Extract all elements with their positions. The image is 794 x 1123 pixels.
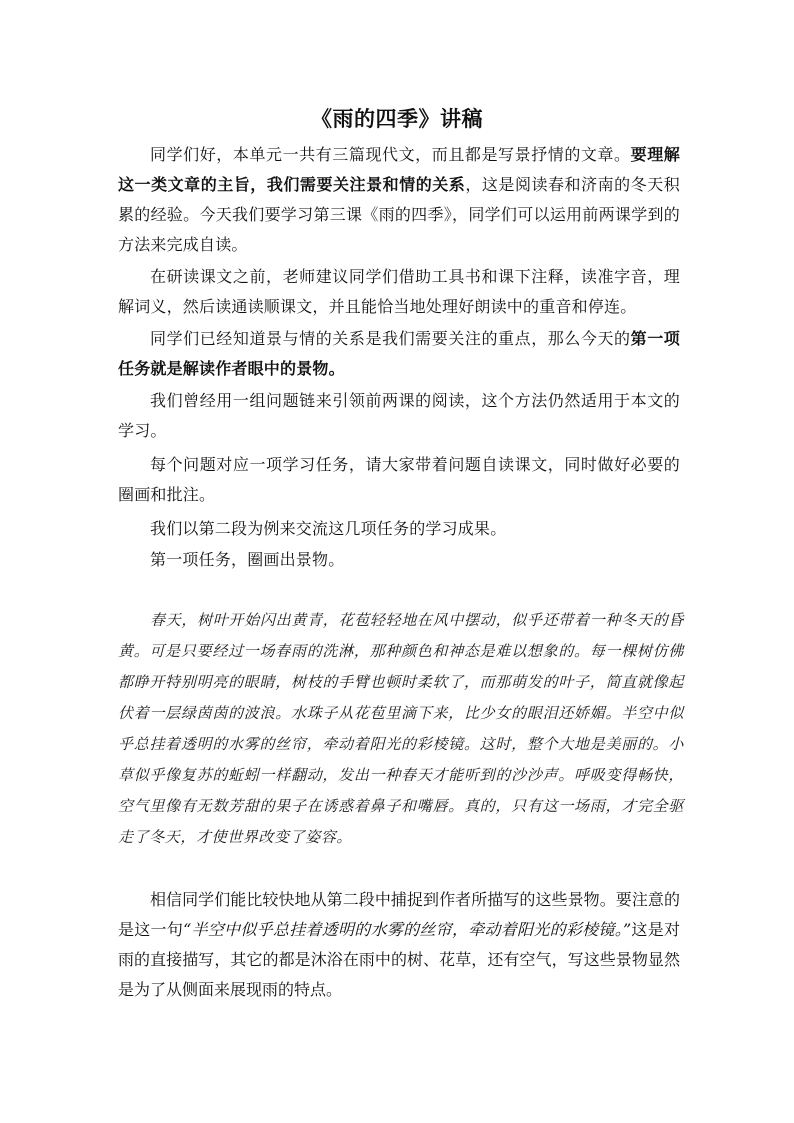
paragraph-first-task: 第一项任务，圈画出景物。 [150, 550, 345, 569]
paragraph-text: 同学们已经知道景与情的关系是我们需要关注的重点，那么今天的 [150, 329, 631, 348]
paragraph-text: 这是对雨的直接描写，其它的都是沐浴在雨中的树、花草，还有空气，写这些景物显然是为了从侧面来展现雨的特点。 [118, 920, 680, 999]
page-title: 《雨的四季》讲稿 [311, 107, 483, 131]
paragraph-intro [118, 140, 680, 260]
quoted-passage: 春天，树叶开始闪出黄青，花苞轻轻地在风中摆动，似乎还带着一种冬天的昏黄。可是只要经过一场春雨的洗淋，那种颜色和神态是难以想象的。每一棵树仿佛都睁开特别明亮的眼睛，树枝的手臂也顿时柔软了，而那萌发的叶子，简直就像起伏着一层绿茵茵的波浪。水珠子从花苞里滴下来，比少女的眼泪还娇媚。半空中似乎总挂着透明的水雾的丝帘，牵动着阳光的彩棱镜。这时，整个大地是美丽的。小草似乎像复苏的蚯蚓一样翻动，发出一种春天才能听到的沙沙声。呼吸变得畅快，空气里像有无数芳甜的果子在诱惑着鼻子和嘴唇。真的，只有这一场雨，才完全驱走了冬天，才使世界改变了姿容。 [118, 611, 684, 846]
paragraph-task-focus [118, 324, 680, 384]
emphasis-text: 要理解这一类文章的主旨，我们需要关注景和情的关系 [118, 145, 680, 194]
inline-quote: “半空中似乎总挂着透明的水雾的丝帘，牵动着阳光的彩棱镜。” [183, 920, 632, 939]
paragraph-text: 同学们好，本单元一共有三篇现代文，而且都是写景抒情的文章。 [150, 145, 631, 164]
paragraph-preparation: 在研读课文之前，老师建议同学们借助工具书和课下注释，读准字音，理解词义，然后读通读顺课文，并且能恰当地处理好朗读中的重音和停连。 [118, 267, 680, 316]
paragraph-text: 相信同学们能比较快地从第二段中捕捉到作者所描写的这些景物。要注意的是这一句 [118, 890, 680, 939]
emphasis-text: 第一项任务就是解读作者眼中的景物。 [118, 329, 680, 378]
paragraph-annotation: 每个问题对应一项学习任务，请大家带着问题自读课文，同时做好必要的圈画和批注。 [118, 455, 680, 504]
paragraph-closing [118, 885, 680, 1005]
paragraph-example: 我们以第二段为例来交流这几项任务的学习成果。 [150, 519, 507, 538]
paragraph-question-chain: 我们曾经用一组问题链来引领前两课的阅读，这个方法仍然适用于本文的学习。 [118, 391, 680, 440]
paragraph-text: ，这是阅读春和济南的冬天积累的经验。今天我们要学习第三课《雨的四季》，同学们可以运用前两课学到的方法来完成自读。 [118, 175, 680, 254]
